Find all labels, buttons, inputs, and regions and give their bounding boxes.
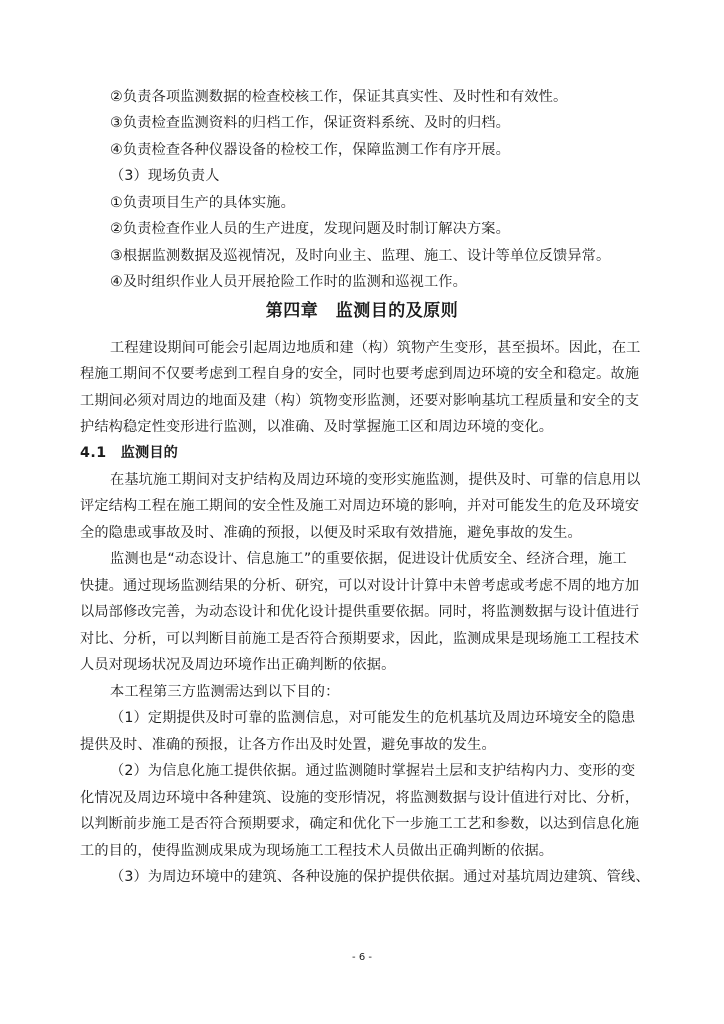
- chapter-title: 第四章 监测目的及原则: [265, 301, 459, 321]
- paragraph-line: 本工程第三方监测需达到以下目的：: [110, 684, 340, 700]
- duty-item: ③负责检查监测资料的归档工作，保证资料系统、及时的归档。: [110, 115, 510, 131]
- paragraph-line: 以局部修改完善，为动态设计和优化设计提供重要依据。同时，将监测数据与设计值进行: [80, 604, 640, 620]
- duty-item: ②负责检查作业人员的生产进度，发现问题及时制订解决方案。: [110, 221, 510, 237]
- page-number: - 6 -: [352, 952, 372, 963]
- section-heading: [80, 444, 178, 462]
- list-item: （3）为周边环境中的建筑、各种设施的保护提供依据。通过对基坑周边建筑、管线、: [110, 869, 650, 885]
- list-item: （2）为信息化施工提供依据。通过监测随时掌握岩土层和支护结构内力、变形的变: [110, 763, 636, 779]
- duty-item: ④及时组织作业人员开展抢险工作时的监测和巡视工作。: [110, 274, 467, 290]
- paragraph-line: 全的隐患或事故及时、准确的预报，以便及时采取有效措施，避免事故的发生。: [80, 525, 582, 541]
- paragraph-line: 监测也是“动态设计、信息施工”的重要依据，促进设计优质安全、经济合理，施工: [110, 551, 627, 567]
- paragraph-line: 对比、分析，可以判断目前施工是否符合预期要求，因此，监测成果是现场施工工程技术: [80, 631, 640, 647]
- paragraph-line: 程施工期间不仅要考虑到工程自身的安全，同时也要考虑到周边环境的安全和稳定。故施: [80, 366, 640, 382]
- section-number: 4.1: [80, 445, 107, 461]
- paragraph-line: 化情况及周边环境中各种建筑、设施的变形情况，将监测数据与设计值进行对比、分析，: [80, 790, 640, 806]
- paragraph-line: 工的目的，使得监测成果成为现场施工工程技术人员做出正确判断的依据。: [80, 843, 554, 859]
- paragraph-line: 评定结构工程在施工期间的安全性及施工对周边环境的影响，并对可能发生的危及环境安: [80, 498, 640, 514]
- paragraph-line: 护结构稳定性变形进行监测，以准确、及时掌握施工区和周边环境的变化。: [80, 419, 554, 435]
- paragraph-line: 工期间必须对周边的地面及建（构）筑物变形监测，还要对影响基坑工程质量和安全的支: [80, 393, 640, 409]
- paragraph-line: 人员对现场状况及周边环境作出正确判断的依据。: [80, 657, 396, 673]
- paragraph-line: 在基坑施工期间对支护结构及周边环境的变形实施监测，提供及时、可靠的信息用以: [110, 472, 641, 488]
- paragraph-line: 以判断前步施工是否符合预期要求，确定和优化下一步施工工艺和参数，以达到信息化施: [80, 816, 640, 832]
- duty-item: ②负责各项监测数据的检查校核工作，保证其真实性、及时性和有效性。: [110, 89, 568, 105]
- section-title: 监测目的: [120, 445, 178, 461]
- paragraph-line: 工程建设期间可能会引起周边地质和建（构）筑物产生变形，甚至损坏。因此，在工: [110, 340, 641, 356]
- paragraph-line: 提供及时、准确的预报，让各方作出及时处置，避免事故的发生。: [80, 737, 496, 753]
- subsection-label: （3）现场负责人: [110, 168, 220, 184]
- duty-item: ①负责项目生产的具体实施。: [110, 195, 295, 211]
- list-item: （1）定期提供及时可靠的监测信息，对可能发生的危机基坑及周边环境安全的隐患: [110, 710, 636, 726]
- duty-item: ④负责检查各种仪器设备的检校工作，保障监测工作有序开展。: [110, 142, 510, 158]
- duty-item: ③根据监测数据及巡视情况，及时向业主、监理、施工、设计等单位反馈异常。: [110, 248, 611, 264]
- paragraph-line: 快捷。通过现场监测结果的分析、研究，可以对设计计算中未曾考虑或考虑不周的地方加: [80, 578, 640, 594]
